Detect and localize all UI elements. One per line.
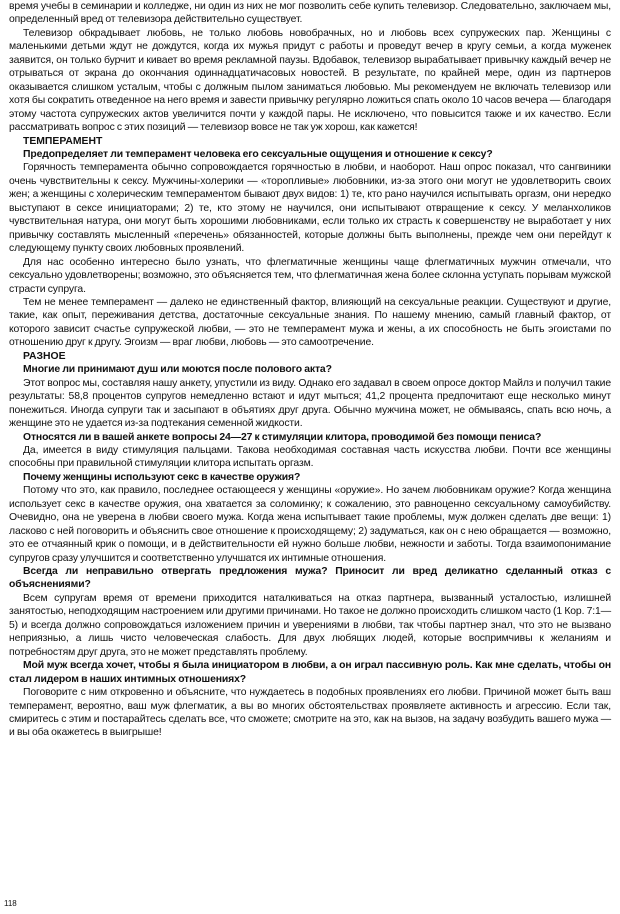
paragraph: Тем не менее темперамент — далеко не единственный фактор, влияющий на сексуальные реакции. Существуют и другие, такие, как опыт, переживания детства, достаточные сексуальные знания. По нашему мнению, самый главный фактор, от которого зависит счастье супружеской любви, — это не темперамент мужа и жены, а их способность не быть эгоистами по отношению друг к другу. Эгоизм — враг любви, любовь — это самоотречение. xyxy=(9,296,611,349)
question-heading: Многие ли принимают душ или моются после полового акта? xyxy=(23,364,332,376)
paragraph: Потому что это, как правило, последнее остающееся у женщины «оружие». Но зачем любовникам оружие? Когда женщина использует секс в качестве оружия, она хватается за соломинку; к сожалению, это равноценно сексуальному самоубийству. Очевидно, она не уверена в любви своего мужа. Когда жена испытывает такие проблемы, муж должен сделать две вещи: 1) ласково с ней поговорить и объяснить свое отношение к происходящему; 2) задуматься, как он с нею обращается — возможно, это ее отчаянный крик о помощи, и в действительности ей нужно больше любви, нежности и заботы. Тогда взаимопонимание супругов сразу улучшится и соответственно улучшатся их интимные отношения. xyxy=(9,485,611,564)
paragraph: Да, имеется в виду стимуляция пальцами. Такова необходимая составная часть искусства любви. Почти все женщины способны при правильной стимуляции клитора испытать оргазм. xyxy=(9,444,611,470)
paragraph: Поговорите с ним откровенно и объясните, что нуждаетесь в подобных проявлениях его любви. Причиной может быть ваш темперамент, вероятно, ваш муж флегматик, а вы во многих обстоятельствах проявляете активность и агрессию. Если так, смиритесь с этим и постарайтесь сделать все, что сможете; смотрите на это, как на вызов, на задачу возбудить вашего мужа — и вы оба окажетесь в выигрыше! xyxy=(9,687,611,739)
paragraph: Всем супругам время от времени приходится наталкиваться на отказ партнера, вызванный усталостью, излишней занятостью, неподходящим настроением или другими причинами. Но такое не должно происходить слишком часто (1 Кор. 7:1—5) и всегда должно сопровождаться изложением причин и уверениями в любви, так чтобы партнер знал, что это не вызвано неприязнью, а лишь чисто человеческая слабость. Для двух любящих людей, которые воспримчивы к желаниям и потребностям друг друга, это не может представлять проблему. xyxy=(9,592,611,658)
paragraph: Телевизор обкрадывает любовь, не только любовь новобрачных, но и любовь всех супружеских пар. Женщины с маленькими детьми ждут не дождутся, когда их мужья придут с работы и проведут вечер в кругу семьи, а когда муженек заявится, он только бурчит и кивает во время рекламной паузы. Вдобавок, телевизор вырабатывает привычку каждый вечер не отрываться от экрана до окончания одиннадцатичасовых новостей. В результате, по крайней мере, один из партнеров оказывается слишком усталым, чтобы с должным пылом заниматься любовью. Мы рекомендуем не включать телевизор или хотя бы сократить отведенное на него время и завести привычку регулярно ложиться спать около 10 часов вечера — благодаря этому частота супружеских актов увеличится почти у каждой пары. Не исключено, что повысится также и их качество. Если рассматривать вопрос с этих позиций — телевизор вовсе не так уж хорош, как кажется! xyxy=(9,27,611,134)
paragraph: Этот вопрос мы, составляя нашу анкету, упустили из виду. Однако его задавал в своем опросе доктор Майлз и получил такие результаты: 58,8 процентов супругов немедленно встают и идут мыться; 41,2 процента предпочитают еще несколько минут понежиться. Иногда супруги так и засыпают в объятиях друг друга. Обычно мужчина может, не обмываясь, спать всю ночь, а женщине это не удается из-за подтекания семенной жидкости. xyxy=(9,377,611,430)
question-heading: Мой муж всегда хочет, чтобы я была инициатором в любви, а он играл пассивную роль. Как мне сделать, чтобы он стал лидером в наших интимных отношениях? xyxy=(9,660,611,685)
section-heading: РАЗНОЕ xyxy=(23,350,66,362)
question-heading: Всегда ли неправильно отвергать предложения мужа? Приносит ли вред деликатно сделанный отказ с объяснениями? xyxy=(9,566,611,591)
question-heading: Предопределяет ли темперамент человека его сексуальные ощущения и отношение к сексу? xyxy=(23,148,493,160)
book-page xyxy=(9,0,611,914)
paragraph: Для нас особенно интересно было узнать, что флегматичные женщины чаще флегматичных мужчин отмечали, что сексуально удовлетворены; возможно, это объясняется тем, что флегматичная жена более склонна уступать порывам мужской страсти супруга. xyxy=(9,256,611,295)
question-heading: Относятся ли в вашей анкете вопросы 24—27 к стимуляции клитора, проводимой без помощи пениса? xyxy=(23,431,542,443)
paragraph: Горячность темперамента обычно сопровождается горячностью в любви, и наоборот. Наш опрос показал, что сангвиники очень чувствительны к сексу. Мужчины-холерики — «торопливые» любовники, из-за этого они могут не удовлетворить своих жен; а женщины с холерическим темпераментом бывают двух видов: 1) те, кто рано научился испытывать оргазм, они нередко выступают в сексе инициаторами; 2) те, кто этому не научился, они испытывают отвращение к сексу. У меланхоликов чувствительная натура, они могут быть хорошими любовниками, если только их страсть к совершенству не выработает у них привычку составлять мысленный «перечень» обязанностей, которые должны быть выполнены, прежде чем они перейдут к следующему пункту своих любовных проявлений. xyxy=(9,162,611,255)
section-heading: ТЕМПЕРАМЕНТ xyxy=(23,135,103,147)
question-heading: Почему женщины используют секс в качестве оружия? xyxy=(23,471,301,483)
page-number: 118 xyxy=(4,899,17,908)
paragraph: время учебы в семинарии и колледже, ни один из них не мог позволить себе купить телевизор. Следовательно, заключаем мы, определенный вред от телевизора действительно существует. xyxy=(9,1,611,26)
